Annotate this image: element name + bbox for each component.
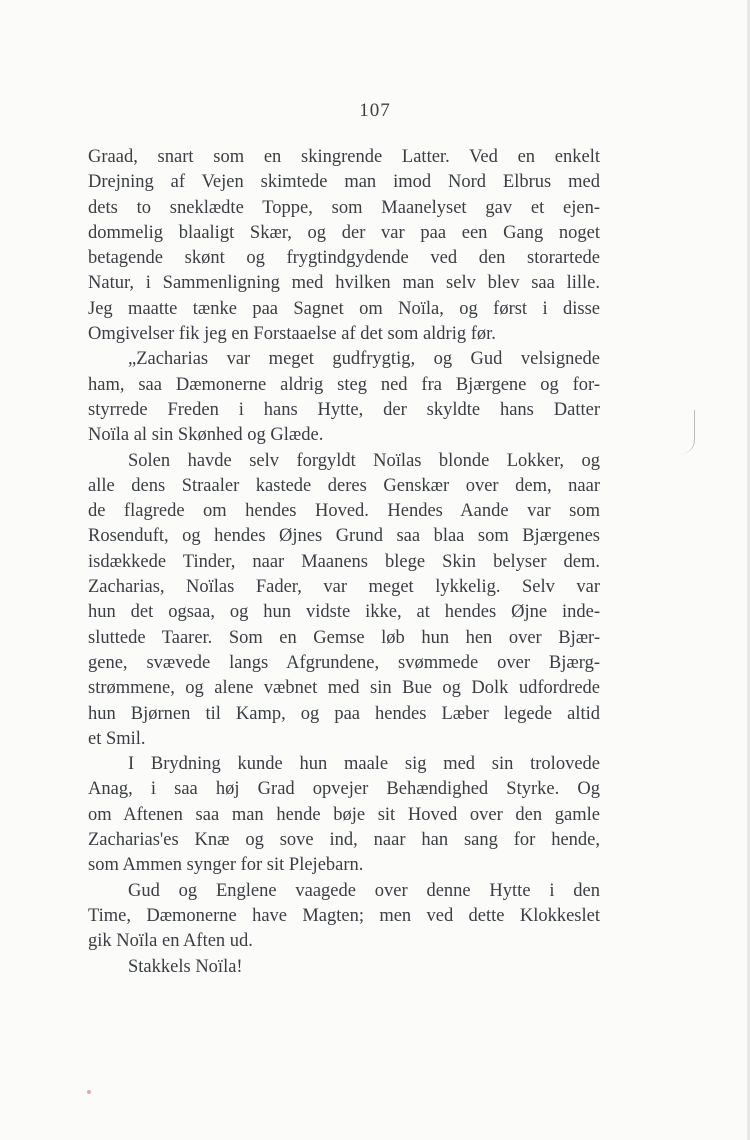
paragraph-first-line: I Brydning kunde hun maale sig med sin trolovede xyxy=(128,754,600,775)
text-line: styrrede Freden i hans Hytte, der skyldte hans Datter xyxy=(88,399,600,420)
text-line: dets to sneklædte Toppe, som Maanelyset gav et ejen- xyxy=(88,197,600,218)
text-line: Zacharias'es Knæ og sove ind, naar han sang for hende, xyxy=(88,830,600,851)
text-line: som Ammen synger for sit Plejebarn. xyxy=(88,855,364,876)
page-number: 107 xyxy=(359,100,391,121)
paragraph-first-line: „Zacharias var meget gudfrygtig, og Gud velsignede xyxy=(128,349,600,370)
text-line: Noïla al sin Skønhed og Glæde. xyxy=(88,425,324,446)
text-line: dommelig blaaligt Skær, og der var paa een Gang noget xyxy=(88,222,600,243)
text-line: betagende skønt og frygtindgydende ved den storartede xyxy=(88,248,600,269)
text-line: de flagrede om hendes Hoved. Hendes Aande var som xyxy=(88,501,600,522)
text-line: Natur, i Sammenligning med hvilken man selv blev saa lille. xyxy=(88,273,600,294)
body-text xyxy=(88,145,600,980)
paper-speck xyxy=(87,1090,91,1094)
text-line: gik Noïla en Aften ud. xyxy=(88,931,253,952)
text-line: isdækkede Tinder, naar Maanens blege Skin belyser dem. xyxy=(88,551,600,572)
text-line: alle dens Straaler kastede deres Genskær over dem, naar xyxy=(88,475,600,496)
text-line: et Smil. xyxy=(88,728,146,749)
text-line: Omgivelser fik jeg en Forstaaelse af det som aldrig før. xyxy=(88,324,496,345)
text-line: Zacharias, Noïlas Fader, var meget lykkelig. Selv var xyxy=(88,577,600,598)
paragraph-first-line: Solen havde selv forgyldt Noïlas blonde Lokker, og xyxy=(128,450,600,471)
text-line: hun Bjørnen til Kamp, og paa hendes Læber legede altid xyxy=(88,703,600,724)
text-line: sluttede Taarer. Som en Gemse løb hun hen over Bjær- xyxy=(88,627,600,648)
text-line: Jeg maatte tænke paa Sagnet om Noïla, og først i disse xyxy=(88,298,600,319)
text-line: gene, svævede langs Afgrundene, svømmede over Bjærg- xyxy=(88,652,600,673)
text-line: Drejning af Vejen skimtede man imod Nord Elbrus med xyxy=(88,172,600,193)
text-line: strømmene, og alene væbnet med sin Bue og Dolk udfordrede xyxy=(88,678,600,699)
text-line: Rosenduft, og hendes Øjnes Grund saa blaa som Bjærgenes xyxy=(88,526,600,547)
text-line: Graad, snart som en skingrende Latter. Ved en enkelt xyxy=(88,147,600,167)
text-line: hun det ogsaa, og hun vidste ikke, at hendes Øjne inde- xyxy=(88,602,600,623)
text-line: om Aftenen saa man hende bøje sit Hoved over den gamle xyxy=(88,804,600,825)
text-line: ham, saa Dæmonerne aldrig steg ned fra Bjærgene og for- xyxy=(88,374,600,395)
paragraph-first-line: Stakkels Noïla! xyxy=(128,956,243,977)
margin-pencil-mark xyxy=(680,410,695,454)
text-line: Anag, i saa høj Grad opvejer Behændighed Styrke. Og xyxy=(88,779,600,800)
text-line: Time, Dæmonerne have Magten; men ved dette Klokkeslet xyxy=(88,905,600,926)
paragraph-first-line: Gud og Englene vaagede over denne Hytte i den xyxy=(128,880,600,901)
